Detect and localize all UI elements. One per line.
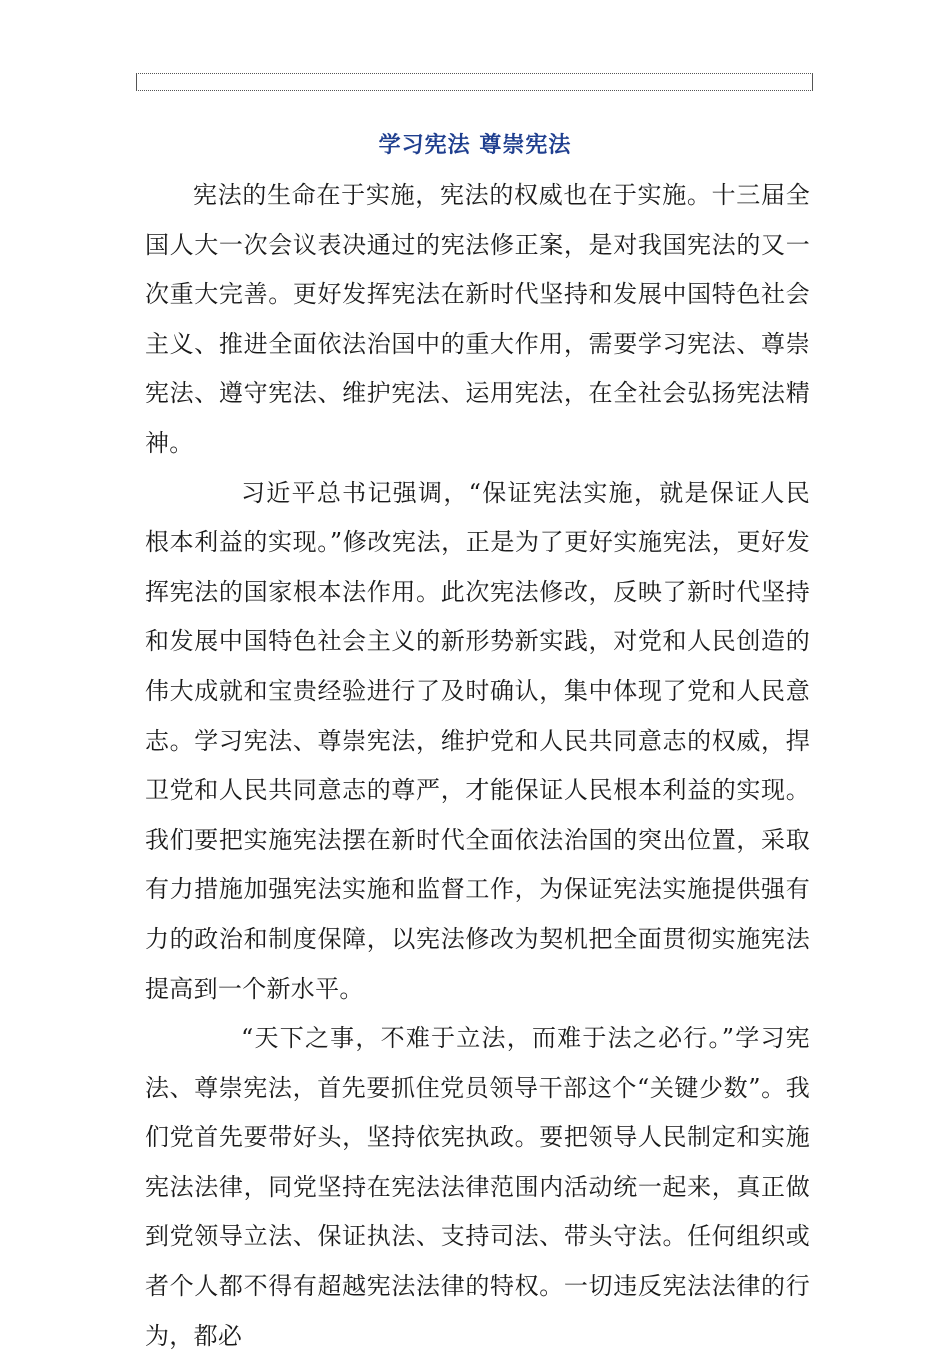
paragraph-2: 习近平总书记强调，“保证宪法实施，就是保证人民根本利益的实现。”修改宪法，正是为了更好实施宪法，更好发挥宪法的国家根本法作用。此次宪法修改，反映了新时代坚持和发展中国特色社会主义的新形势新实践，对党和人民创造的伟大成就和宝贵经验进行了及时确认，集中体现了党和人民意志。学习宪法、尊崇宪法，维护党和人民共同意志的权威，捍卫党和人民共同意志的尊严，才能保证人民根本利益的实现。我们要把实施宪法摆在新时代全面依法治国的突出位置，采取有力措施加强宪法实施和监督工作，为保证宪法实施提供强有力的政治和制度保障，以宪法修改为契机把全面贯彻实施宪法提高到一个新水平。	[145, 478, 810, 1003]
document-title: 学习宪法 尊崇宪法	[378, 133, 572, 158]
paragraph-3: “天下之事，不难于立法，而难于法之必行。”学习宪法、尊崇宪法，首先要抓住党员领导干部这个“关键少数”。我们党首先要带好头，坚持依宪执政。要把领导人民制定和实施宪法法律，同党坚持在宪法法律范围内活动统一起来，真正做到党领导立法、保证执法、支持司法、带头守法。任何组织或者个人都不得有超越宪法法律的特权。一切违反宪法法律的行为，都必	[145, 1024, 810, 1350]
document-body	[145, 171, 810, 1361]
page-header-box	[136, 73, 813, 91]
paragraph-1: 宪法的生命在于实施，宪法的权威也在于实施。十三届全国人大一次会议表决通过的宪法修正案，是对我国宪法的又一次重大完善。更好发挥宪法在新时代坚持和发展中国特色社会主义、推进全面依法治国中的重大作用，需要学习宪法、尊崇宪法、遵守宪法、维护宪法、运用宪法，在全社会弘扬宪法精神。	[145, 181, 810, 457]
